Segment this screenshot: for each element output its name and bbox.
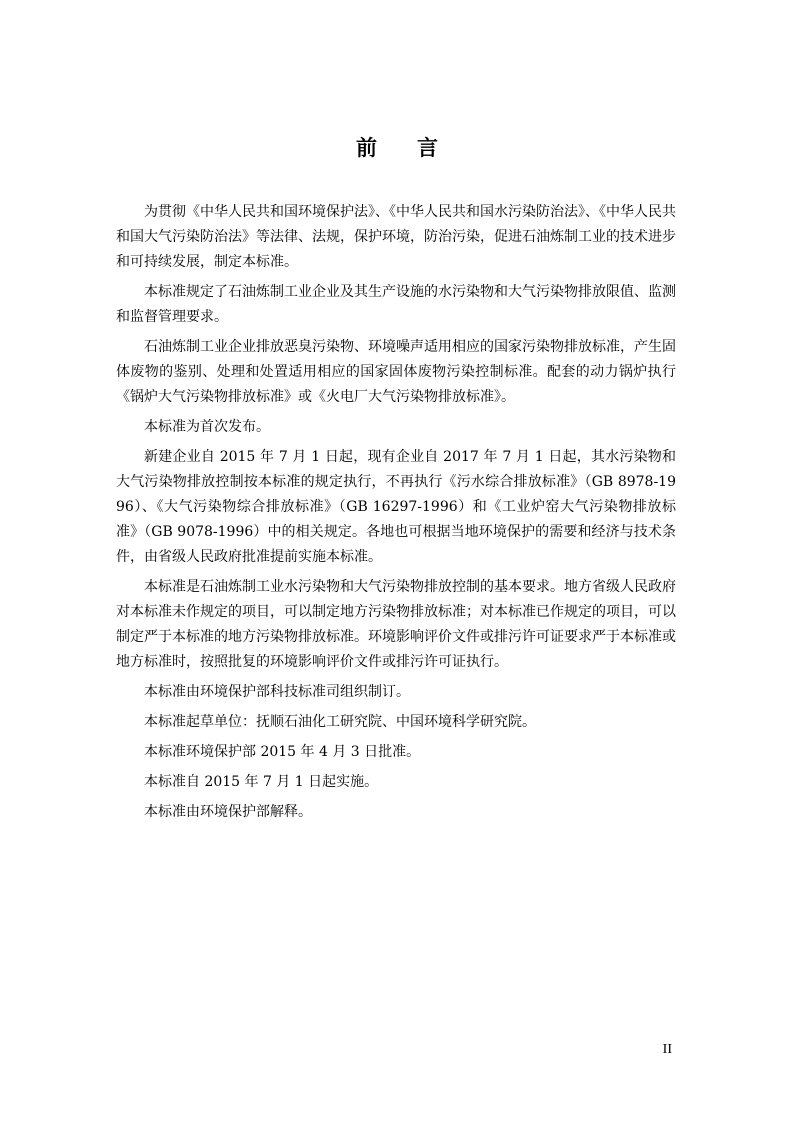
paragraph-effective-dates: 新建企业自 2015 年 7 月 1 日起，现有企业自 2017 年 7 月 1 日起，其水污染物和大气污染物排放控制按本标准的规定执行，不再执行《污水综合排放标准》（GB 8978-1996）、《大气污染物综合排放标准》（GB 16297-1996）和《工业炉窑大气污染物排放标准》（GB 9078-1996）中的相关规定。各地也可根据当地环境保护的需要和经济与技术条件，由省级人民政府批准提前实施本标准。	[116, 449, 676, 565]
paragraph-implementation: 本标准自 2015 年 7 月 1 日起实施。	[144, 774, 379, 790]
page-title	[0, 133, 794, 163]
foreword-body	[116, 200, 676, 830]
paragraph-related-standards: 石油炼制工业企业排放恶臭污染物、环境噪声适用相应的国家污染物排放标准，产生固体废物的鉴别、处理和处置适用相应的国家固体废物污染控制标准。配套的动力锅炉执行《锅炉大气污染物排放标准》或《火电厂大气污染物排放标准》。	[116, 339, 676, 405]
paragraph-drafters: 本标准起草单位：抚顺石油化工研究院、中国环境科学研究院。	[144, 714, 536, 730]
paragraph-purpose: 为贯彻《中华人民共和国环境保护法》、《中华人民共和国水污染防治法》、《中华人民共和国大气污染防治法》等法律、法规，保护环境，防治污染，促进石油炼制工业的技术进步和可持续发展，制定本标准。	[116, 204, 676, 270]
paragraph-scope: 本标准规定了石油炼制工业企业及其生产设施的水污染物和大气污染物排放限值、监测和监督管理要求。	[116, 284, 676, 325]
title-char-right: 言	[417, 136, 438, 160]
paragraph-interpretation: 本标准由环境保护部解释。	[144, 804, 312, 820]
paragraph-approval: 本标准环境保护部 2015 年 4 月 3 日批准。	[144, 744, 421, 760]
paragraph-first-release: 本标准为首次发布。	[144, 419, 270, 435]
paragraph-local-standards: 本标准是石油炼制工业水污染物和大气污染物排放控制的基本要求。地方省级人民政府对本标准未作规定的项目，可以制定地方污染物排放标准；对本标准已作规定的项目，可以制定严于本标准的地方污染物排放标准。环境影响评价文件或排污许可证要求严于本标准或地方标准时，按照批复的环境影响评价文件或排污许可证执行。	[116, 579, 676, 670]
paragraph-organizer: 本标准由环境保护部科技标准司组织制订。	[144, 684, 410, 700]
page-number: II	[662, 1042, 672, 1057]
title-char-left: 前	[356, 136, 377, 160]
